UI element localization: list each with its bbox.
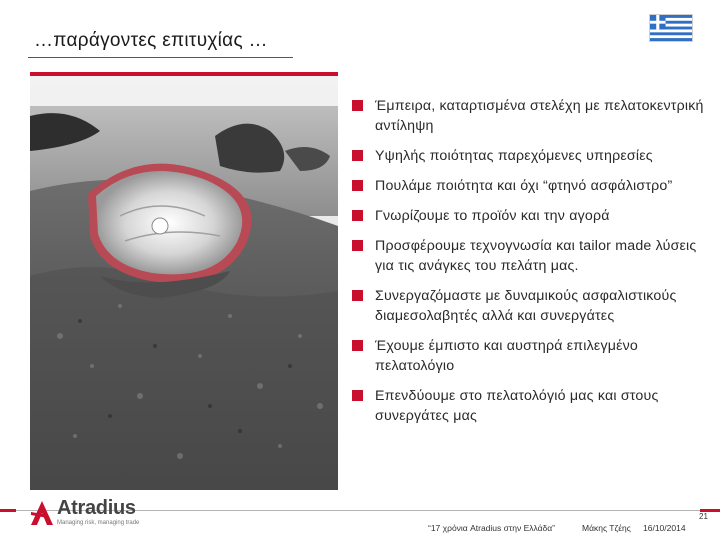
page-number: 21 (699, 512, 708, 521)
bullet-text: Έμπειρα, καταρτισμένα στελέχη με πελατοκεντρική αντίληψη (375, 98, 704, 134)
footer-accent-left (0, 509, 16, 512)
logo-tagline: Managing risk, managing trade (57, 520, 140, 526)
list-item (352, 146, 712, 166)
footer-author: Μάκης Τζέης (582, 523, 631, 533)
bullet-marker (352, 290, 363, 301)
bullet-marker (352, 390, 363, 401)
footer-date: 16/10/2014 (643, 523, 686, 533)
slide-title: …παράγοντες επιτυχίας … (34, 30, 268, 51)
bullet-text: Προσφέρουμε τεχνογνωσία και tailor made λύσεις για τις ανάγκες του πελάτη μας. (375, 238, 697, 274)
bullet-text: Επενδύουμε στο πελατολόγιό μας και στους συνεργάτες μας (375, 388, 659, 424)
success-factors-list (352, 96, 712, 426)
oyster-photo (30, 76, 338, 490)
greek-flag-icon (649, 14, 693, 42)
list-item (352, 286, 712, 326)
list-item (352, 206, 712, 226)
list-item (352, 176, 712, 196)
bullet-text: Πουλάμε ποιότητα και όχι “φτηνό ασφάλιστρο” (375, 178, 673, 194)
bullet-text: Έχουμε έμπιστο και αυστηρά επιλεγμένο πελατολόγιο (375, 338, 639, 374)
bullet-marker (352, 150, 363, 161)
list-item (352, 336, 712, 376)
list-item (352, 96, 712, 136)
list-item (352, 386, 712, 426)
bullet-marker (352, 100, 363, 111)
title-underline (28, 57, 293, 58)
footer-event: “17 χρόνια Atradius στην Ελλάδα” (428, 523, 556, 533)
bullet-marker (352, 240, 363, 251)
list-item (352, 236, 712, 276)
bullet-text: Υψηλής ποιότητας παρεχόμενες υπηρεσίες (375, 148, 653, 164)
bullet-text: Συνεργαζόμαστε με δυναμικούς ασφαλιστικούς διαμεσολαβητές αλλά και συνεργάτες (375, 288, 677, 324)
bullet-marker (352, 210, 363, 221)
bullet-text: Γνωρίζουμε το προϊόν και την αγορά (375, 208, 610, 224)
bullet-marker (352, 340, 363, 351)
atradius-logo-icon (30, 500, 54, 526)
logo-wordmark: Atradius (57, 497, 136, 519)
bullet-marker (352, 180, 363, 191)
atradius-logo (30, 497, 140, 533)
